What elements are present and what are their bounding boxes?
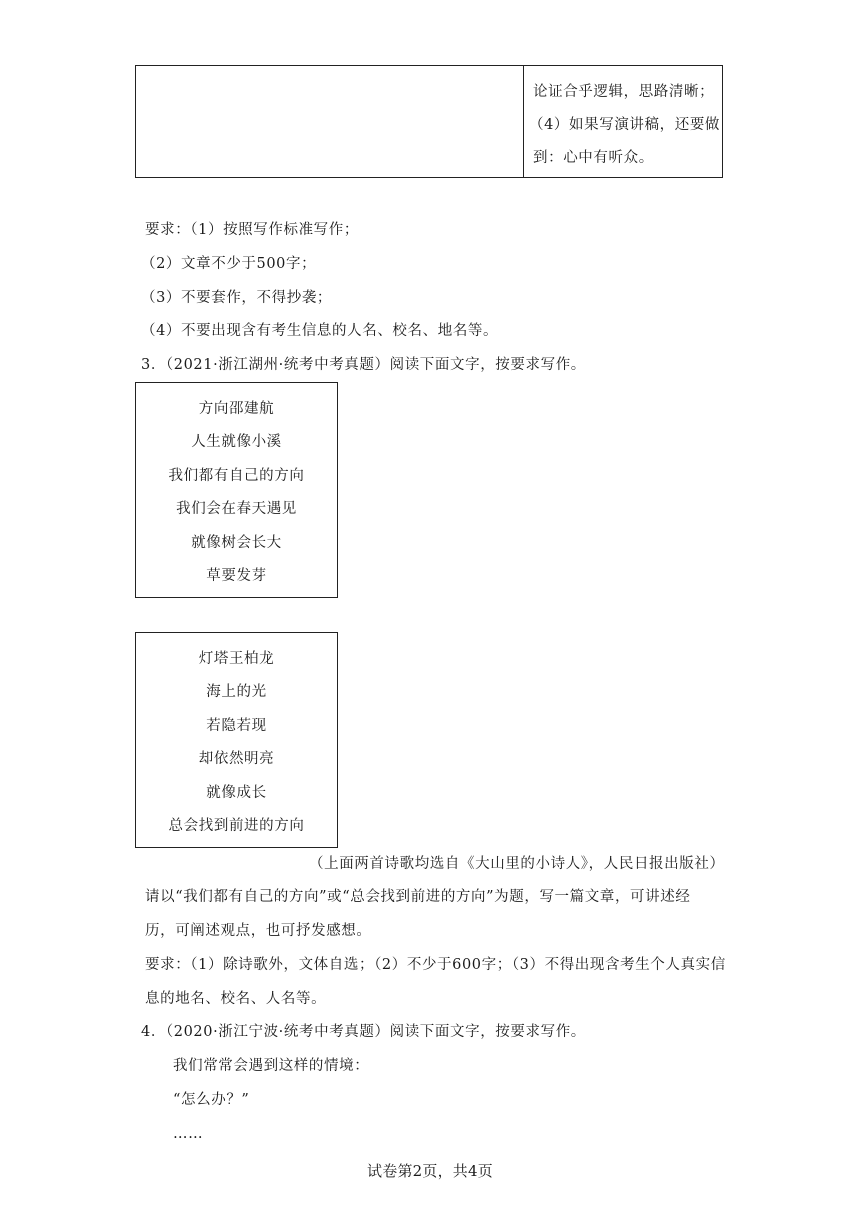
page-footer: 试卷第2页，共4页: [367, 1162, 493, 1180]
poem-title: 灯塔王柏龙: [198, 651, 275, 667]
requirement-line: 息的地名、校名、人名等。: [145, 991, 327, 1007]
table-divider: [523, 66, 524, 177]
question-header: 4．（2020·浙江宁波·统考中考真题）阅读下面文字，按要求写作。: [141, 1024, 586, 1040]
poem-box: [135, 632, 338, 848]
poem-line: 我们会在春天遇见: [176, 501, 297, 517]
body-line: ……: [173, 1126, 204, 1142]
poem-line: 我们都有自己的方向: [168, 468, 305, 484]
poem-line: 就像成长: [206, 785, 267, 801]
table-cell-line: 到：心中有听众。: [533, 150, 654, 166]
prompt-line: 历，可阐述观点，也可抒发感想。: [145, 923, 372, 939]
body-line: 我们常常会遇到这样的情境：: [173, 1058, 370, 1074]
poem-line: 草要发芽: [206, 568, 267, 584]
poem-source: （上面两首诗歌均选自《大山里的小诗人》，人民日报出版社）: [309, 856, 725, 872]
poem-line: 人生就像小溪: [191, 434, 282, 450]
requirement-line: （4）不要出现含有考生信息的人名、校名、地名等。: [141, 323, 499, 339]
prompt-line: 请以“我们都有自己的方向”或“总会找到前进的方向”为题，写一篇文章，可讲述经: [145, 889, 691, 905]
question-header: 3．（2021·浙江湖州·统考中考真题）阅读下面文字，按要求写作。: [141, 357, 586, 373]
requirement-line: （2）文章不少于500字；: [141, 256, 317, 272]
table-cell-line: （4）如果写演讲稿，还要做: [529, 117, 721, 133]
poem-line: 就像树会长大: [191, 535, 282, 551]
requirement-line: 要求：（1）除诗歌外，文体自选；（2）不少于600字；（3）不得出现含考生个人真实信: [145, 957, 726, 973]
poem-line: 海上的光: [206, 684, 267, 700]
requirements-table: [135, 65, 723, 178]
requirement-line: 要求：（1）按照写作标准写作；: [145, 222, 359, 238]
table-cell-line: 论证合乎逻辑，思路清晰；: [533, 84, 715, 100]
poem-line: 若隐若现: [206, 718, 267, 734]
poem-line: 却依然明亮: [198, 751, 275, 767]
poem-box: [135, 382, 338, 598]
poem-title: 方向邵建航: [198, 401, 275, 417]
requirement-line: （3）不要套作，不得抄袭；: [141, 290, 333, 306]
body-line: “怎么办？”: [173, 1092, 250, 1108]
poem-line: 总会找到前进的方向: [168, 818, 305, 834]
